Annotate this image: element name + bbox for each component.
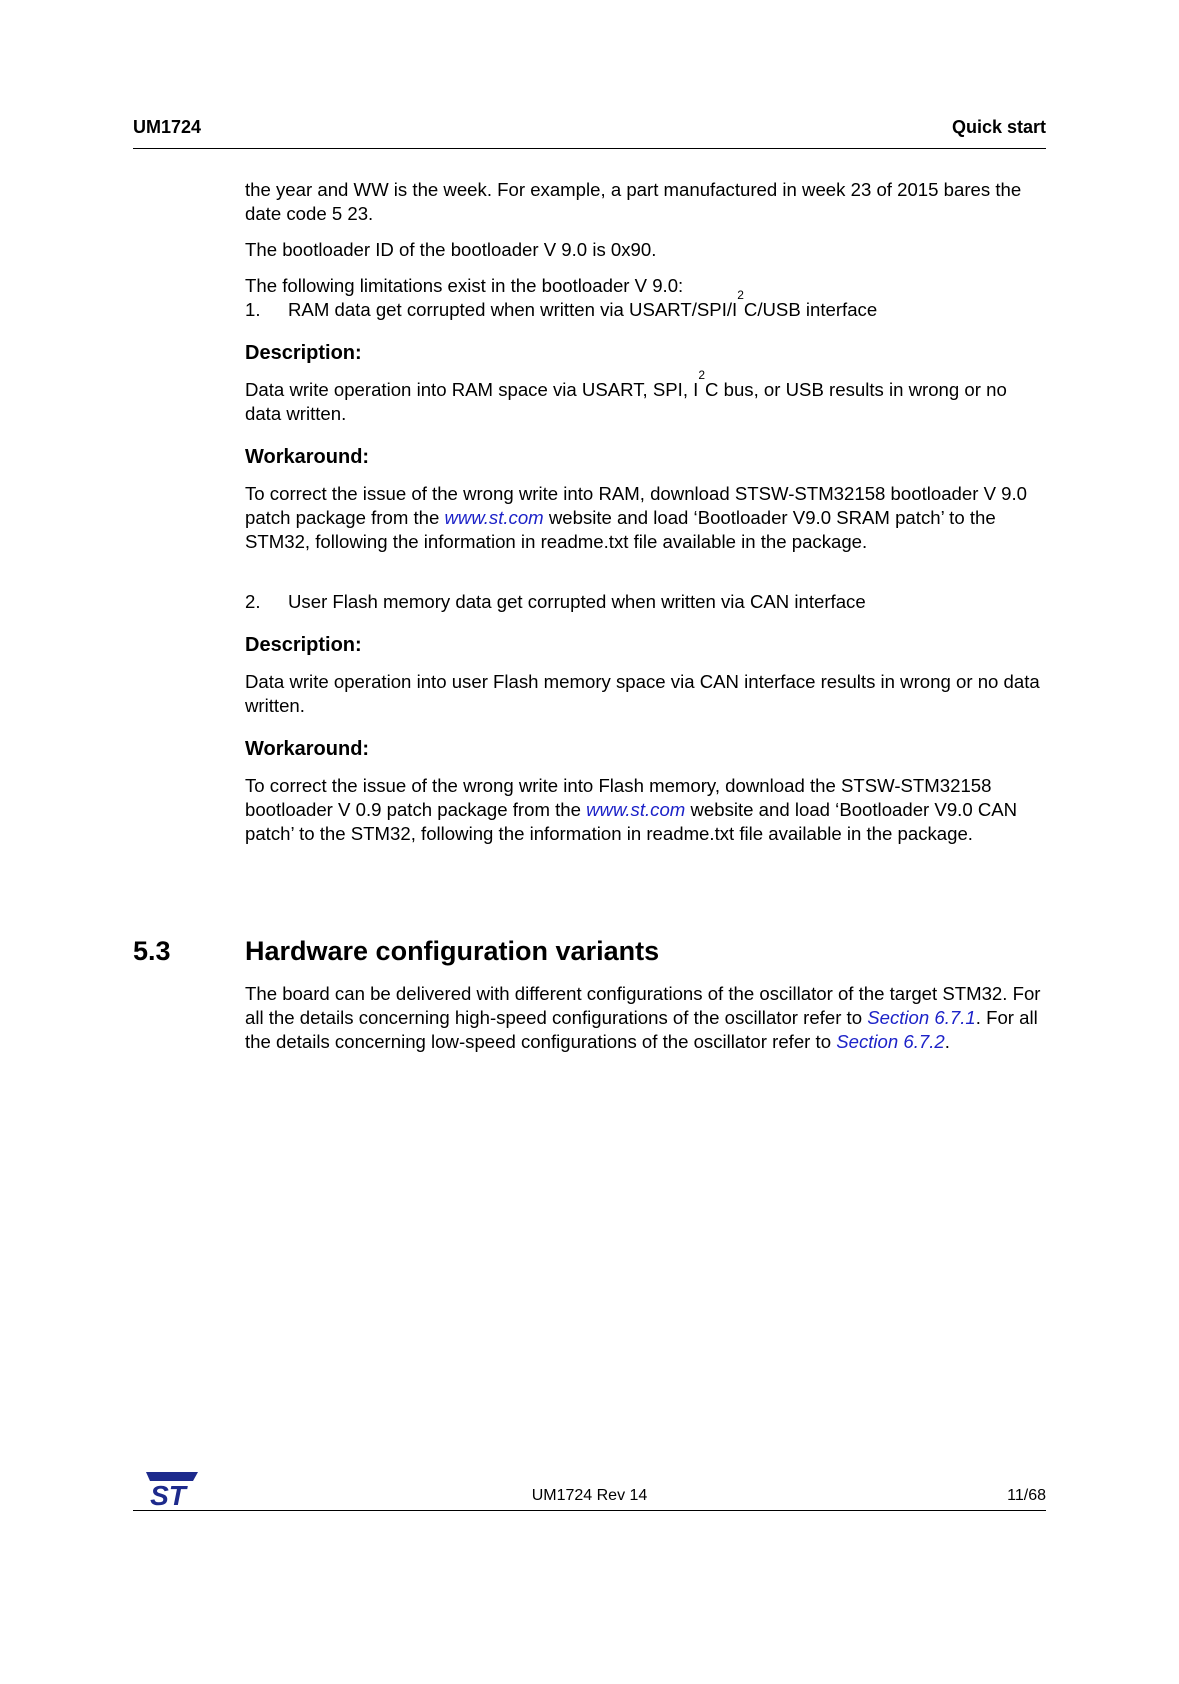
description-text: Data write operation into RAM space via USART, SPI, $I^2C$ bus, or USB results in wrong or no data written. xyxy=(245,368,1007,424)
header-section-title: Quick start xyxy=(951,117,1046,137)
section-body-text: The board can be delivered with different configurations of the oscillator of the target STM32. For all the details concerning high-speed configurations of the oscillator refer to Section 6.7.1. For all the details concerning low-speed configurations of the oscillator refer to Section 6.7.2. xyxy=(245,983,1041,1052)
intro-date-code-text: the year and WW is the week. For example, a part manufactured in week 23 of 2015 bares the date code 5 23. xyxy=(245,179,1022,224)
description-heading: Description: xyxy=(245,634,362,656)
footer-page-number: 11/68 xyxy=(1007,1487,1046,1504)
st-website-link[interactable]: www.st.com xyxy=(586,799,686,820)
section-6-7-1-link[interactable]: Section 6.7.1 xyxy=(867,1007,976,1028)
section-number: 5.3 xyxy=(133,936,171,966)
workaround-text: To correct the issue of the wrong write into Flash memory, download the STSW-STM32158 bootloader V 0.9 patch package from the www.st.com website and load ‘Bootloader V9.0 CAN patch’ to the STM32, following the information in readme.txt file available in the package. xyxy=(245,775,1018,844)
limitation-item-2 xyxy=(245,590,1046,614)
list-number: 1. xyxy=(245,299,261,320)
footer-doc-revision: UM1724 Rev 14 xyxy=(531,1487,648,1504)
workaround-heading: Workaround: xyxy=(245,738,370,760)
bootloader-id-text: The bootloader ID of the bootloader V 9.0 is 0x90. xyxy=(245,239,657,260)
limitations-intro-text: The following limitations exist in the bootloader V 9.0: xyxy=(245,275,684,296)
section-6-7-2-link[interactable]: Section 6.7.2 xyxy=(836,1031,945,1052)
svg-text:ST: ST xyxy=(150,1480,186,1508)
limitation-title: RAM data get corrupted when written via USART/$SPI/I^2C$/USB interface xyxy=(288,288,878,320)
limitation-item-1 xyxy=(245,288,1046,322)
workaround-heading: Workaround: xyxy=(245,446,370,468)
list-number: 2. xyxy=(245,591,261,612)
description-heading: Description: xyxy=(245,342,362,364)
workaround-text: To correct the issue of the wrong write into RAM, download STSW-STM32158 bootloader V 9.0 patch package from the www.st.com website and load ‘Bootloader V9.0 SRAM patch’ to the STM32, following the information in readme.txt file available in the package. xyxy=(245,483,1028,552)
header-doc-id: UM1724 xyxy=(133,117,202,137)
limitation-title: User Flash memory data get corrupted when written via CAN interface xyxy=(288,591,866,612)
st-website-link[interactable]: www.st.com xyxy=(444,507,544,528)
header-divider xyxy=(133,148,1046,149)
section-title: Hardware configuration variants xyxy=(245,936,660,966)
footer-divider xyxy=(133,1510,1046,1511)
main-content xyxy=(245,178,1046,846)
description-text: Data write operation into user Flash memory space via CAN interface results in wrong or no data written. xyxy=(245,671,1040,716)
